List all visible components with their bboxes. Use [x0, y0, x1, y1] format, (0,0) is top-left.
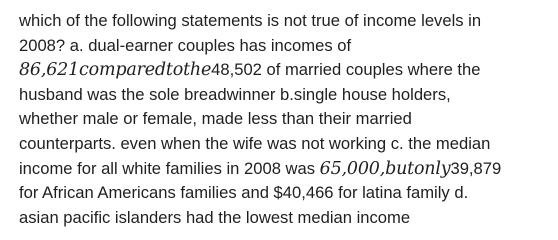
garbled-math-run: 86,621comparedtothe	[19, 60, 212, 81]
question-line-9: asian pacific islanders had the lowest median income	[19, 207, 411, 227]
question-text	[19, 9, 549, 230]
question-line-7	[19, 157, 549, 182]
question-line-1: which of the following statements is not true of income levels in	[19, 11, 482, 30]
question-line-4: husband was the sole breadwinner b.single house holders,	[19, 84, 451, 104]
question-line-8: for African Americans families and $40,466 for latina family d.	[19, 183, 469, 203]
question-line-7-value: 39,879	[450, 158, 502, 178]
question-line-2: 2008? a. dual-earner couples has incomes of	[19, 35, 352, 55]
question-line-5: whether male or female, made less than their married	[19, 109, 412, 129]
garbled-math-run-2: 65,000,butonly	[319, 158, 451, 179]
question-line-3	[19, 58, 549, 83]
question-line-6: counterparts. even when the wife was not working c. the median	[19, 133, 491, 153]
question-line-7-text: income for all white families in 2008 was	[19, 158, 320, 178]
question-line-3-text: 48,502 of married couples where the	[211, 60, 481, 80]
